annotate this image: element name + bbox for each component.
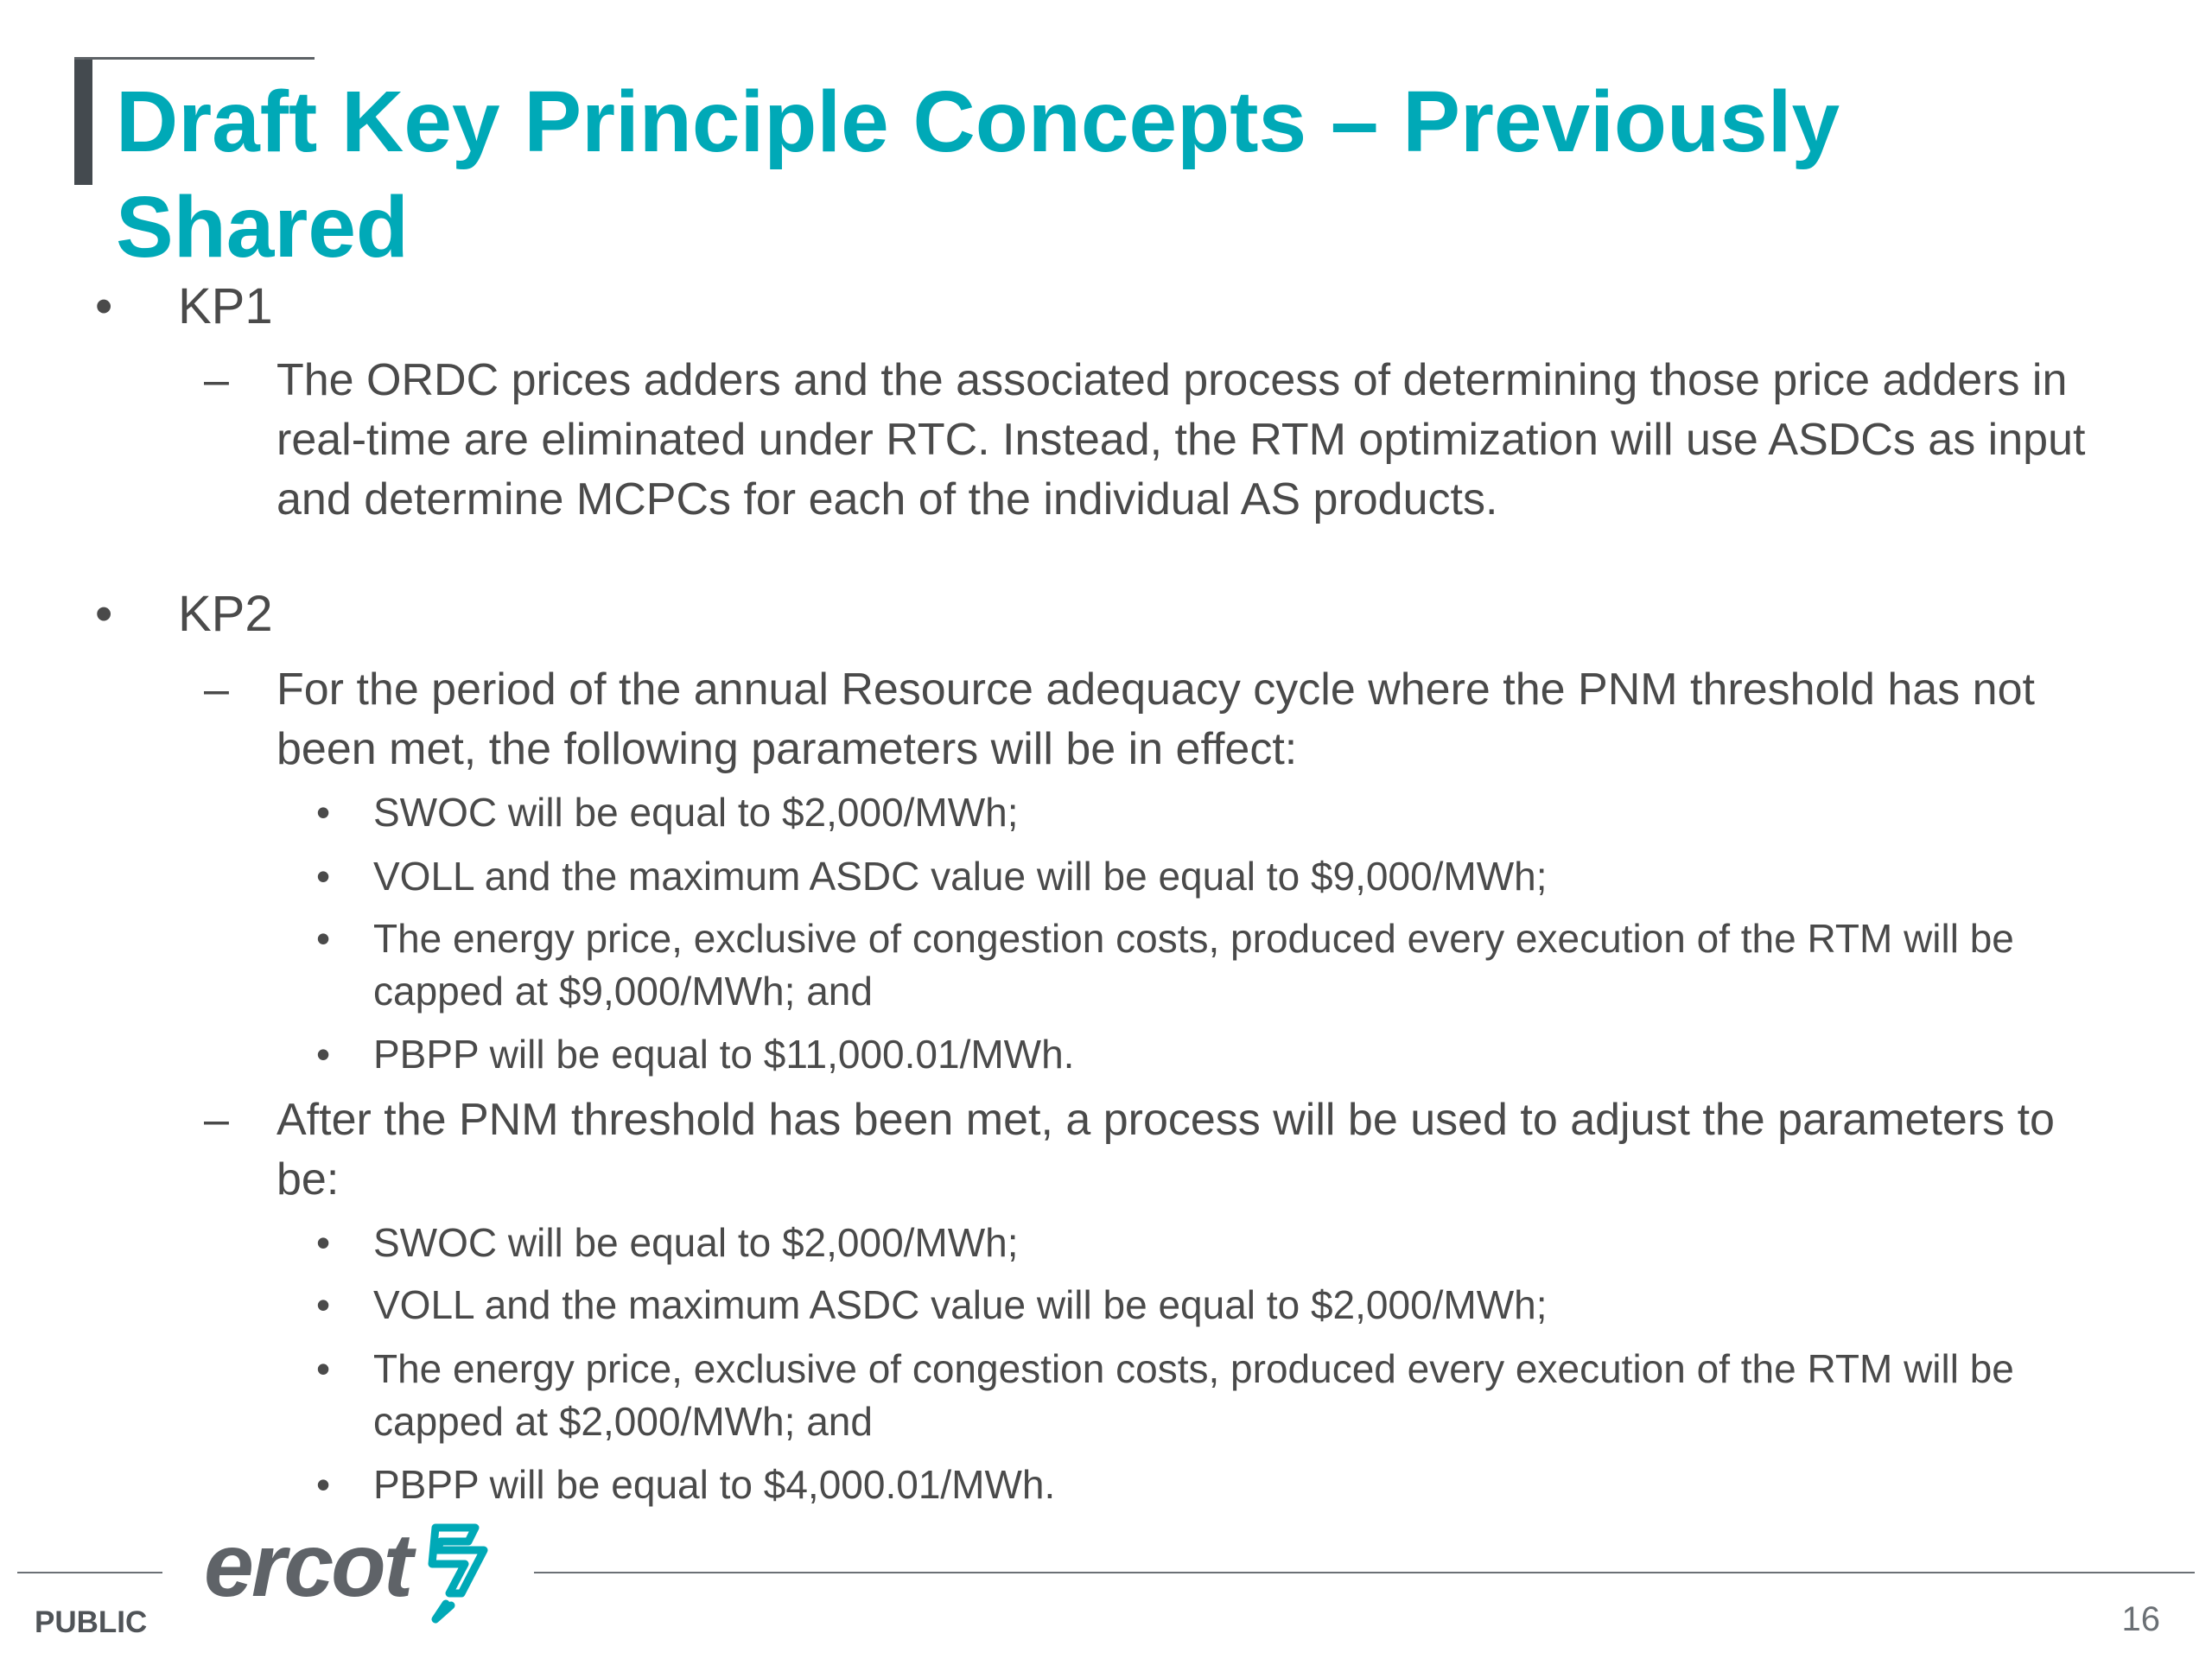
bullet-dot: • [316,916,331,961]
kp2-item-2-subitem: PBPP will be equal to $4,000.01/MWh. [373,1462,1056,1507]
kp2-item-1-subitem: SWOC will be equal to $2,000/MWh; [373,790,1019,835]
kp2-item-2-subitem: VOLL and the maximum ASDC value will be equal to $2,000/MWh; [373,1282,1548,1327]
bullet-dot: • [316,790,331,835]
kp2-item-2: After the PNM threshold has been met, a process will be used to adjust the parameters to be: [276,1095,2055,1205]
kp2-item-2-subitem: SWOC will be equal to $2,000/MWh; [373,1220,1019,1265]
page-number: 16 [2121,1600,2160,1638]
slide-title: Draft Key Principle Concepts – Previously Shared [116,73,1840,276]
bullet-dot: • [316,1220,331,1265]
bullet-dot: • [316,1032,331,1077]
logo-wordmark: ercot [204,1516,411,1616]
kp1-item: The ORDC prices adders and the associated process of determining those price adders in real-time are eliminated under RTC. Instead, the RTM optimization will use ASDCs as input and determine MCPCs for each of the individual AS products. [276,355,2086,524]
dash-marker: – [204,355,229,405]
kp2-item-1: For the period of the annual Resource adequacy cycle where the PNM threshold has not been met, the following parameters will be in effect: [276,664,2035,774]
classification-label: PUBLIC [35,1605,148,1639]
bullet-dot: • [316,1282,331,1327]
footer-rule-right [534,1572,2195,1573]
bullet-dot: • [95,278,113,334]
dash-marker: – [204,664,229,715]
kp2-item-2-subitem: The energy price, exclusive of congestion costs, produced every execution of the RTM will be capped at $2,000/MWh; and [373,1346,2014,1444]
kp1-label: KP1 [178,278,273,334]
kp2-item-1-subitem: The energy price, exclusive of congestion costs, produced every execution of the RTM will be capped at $9,000/MWh; and [373,916,2014,1014]
bullet-dot: • [316,854,331,899]
bullet-dot: • [95,586,113,642]
bullet-dot: • [316,1346,331,1391]
dash-marker: – [204,1095,229,1145]
footer-rule-left [17,1572,162,1573]
ercot-logo-mark-icon [401,1521,496,1624]
kp2-item-1-subitem: PBPP will be equal to $11,000.01/MWh. [373,1032,1075,1077]
kp2-label: KP2 [178,586,273,642]
bullet-dot: • [316,1462,331,1507]
kp2-item-1-subitem: VOLL and the maximum ASDC value will be equal to $9,000/MWh; [373,854,1548,899]
ercot-logo [204,1514,515,1635]
